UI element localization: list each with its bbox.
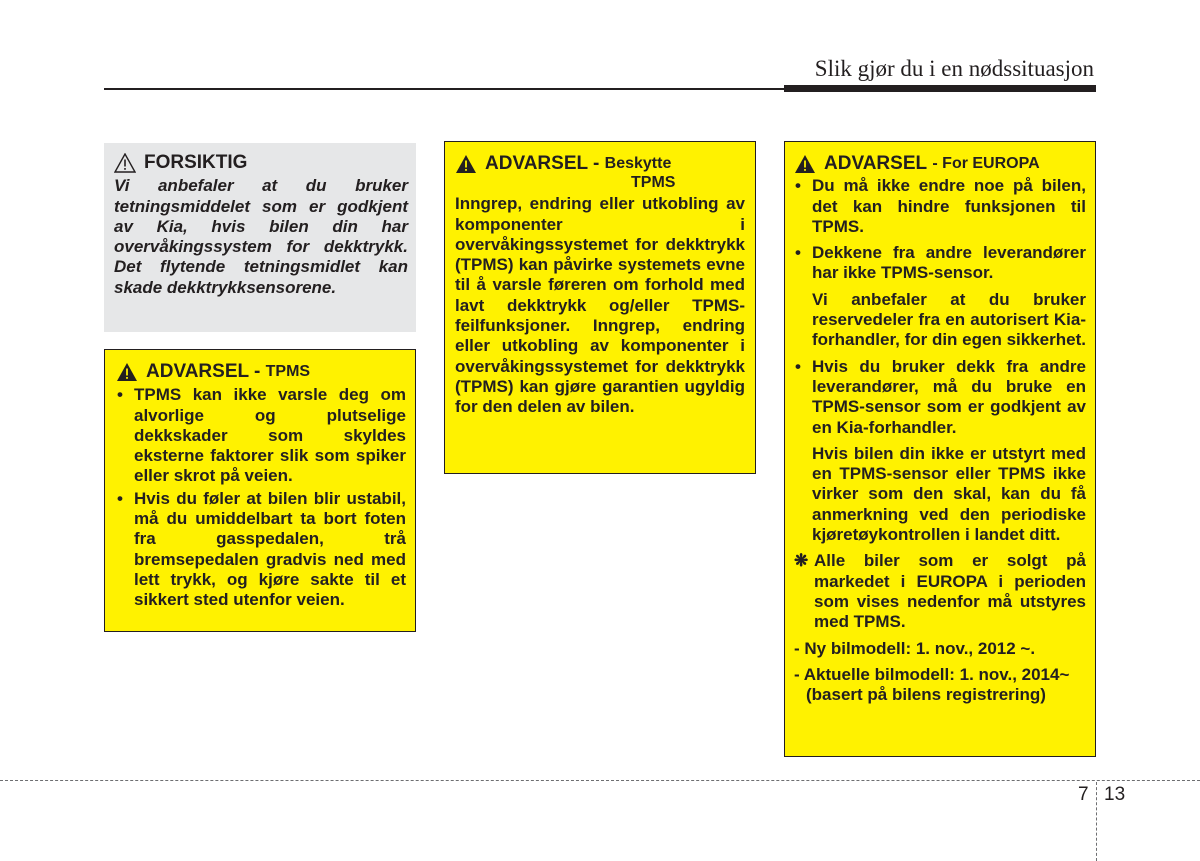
warning-europe-list-2 xyxy=(794,357,1086,438)
chapter-number: 7 xyxy=(1078,784,1089,805)
warning-tpms-title: ADVARSEL - xyxy=(146,361,261,382)
warning-protect-text: Inngrep, endring eller utkobling av komponenter i overvåkingssystemet for dekktrykk (TPMS) kan påvirke systemets evne til å varsle føreren om forhold med lavt dekktrykk og/eller TPMS-feilfunksjoner. Inngrep, endring eller utkobling av komponenter i overvåkingssystemet for dekktrykk (TPMS) kan gjøre garantien ugyldig for den delen av bilen. xyxy=(455,194,745,417)
list-item xyxy=(794,243,1086,284)
header-divider-thick xyxy=(784,85,1096,92)
bullet-continuation: Vi anbefaler at du bruker reservedeler fra en autorisert Kia-forhandler, for din egen sikkerhet. xyxy=(812,289,1086,350)
list-item: • Hvis du bruker dekk fra andre leverandører, må du bruke en TPMS-sensor som er godkjent av en Kia-forhandler. xyxy=(794,357,1086,438)
warning-europe-heading xyxy=(794,154,1086,174)
page-number: 13 xyxy=(1104,784,1126,805)
warning-europe-subtitle: - For EUROPA xyxy=(932,155,1040,172)
caution-text: Vi anbefaler at du bruker tetningsmiddelet som er godkjent av Kia, hvis bilen din har overvåkingssystem for dekktrykk. Det flytende tetningsmidlet kan skade dekktrykksensorene. xyxy=(114,176,408,297)
date-line-current-model: - Aktuelle bilmodell: 1. nov., 2014~ (basert på bilens registrering) xyxy=(794,664,1070,705)
warning-tpms-subtitle: TPMS xyxy=(265,363,311,380)
warning-triangle-icon xyxy=(794,154,816,174)
warning-europe-title: ADVARSEL xyxy=(824,153,928,174)
caution-title: FORSIKTIG xyxy=(144,152,248,173)
section-title: Slik gjør du i en nødssituasjon xyxy=(814,56,1094,81)
warning-triangle-icon xyxy=(116,362,138,382)
header-divider xyxy=(104,88,784,90)
warning-protect-subtitle: Beskytte xyxy=(604,155,672,172)
list-item: • Du må ikke endre noe på bilen, det kan hindre funksjonen til TPMS. xyxy=(794,176,1086,237)
warning-europe-box xyxy=(784,141,1096,757)
warning-protect-box xyxy=(444,141,756,474)
warning-protect-subtitle-2: TPMS xyxy=(631,174,676,192)
list-item: • TPMS kan ikke varsle deg om alvorlige og plutselige dekkskader som skyldes eksterne faktorer slik som spiker eller skrot på veien. xyxy=(116,385,406,486)
list-item: • Hvis du føler at bilen blir ustabil, må du umiddelbart ta bort foten fra gasspedalen, trå bremsepedalen gradvis ned med lett trykk, og kjøre sakte til et sikkert sted utenfor veien. xyxy=(116,489,406,611)
warning-tpms-heading xyxy=(116,362,406,382)
footer-divider xyxy=(0,780,1200,781)
caution-heading xyxy=(114,153,408,173)
note-text: Alle biler som er solgt på markedet i EUROPA i perioden som vises nedenfor må utstyres med TPMS. xyxy=(814,551,1086,632)
caution-triangle-icon xyxy=(114,153,136,173)
page-number-divider xyxy=(1096,782,1097,861)
caution-box xyxy=(104,143,416,332)
date-line-new-model: - Ny bilmodell: 1. nov., 2012 ~. xyxy=(794,638,1036,658)
warning-europe-list xyxy=(794,176,1086,283)
warning-protect-title: ADVARSEL - xyxy=(485,153,600,174)
warning-triangle-icon xyxy=(455,154,477,174)
europe-note xyxy=(794,551,1086,632)
warning-tpms-list xyxy=(116,385,406,610)
asterisk-icon: ❋ xyxy=(794,551,809,571)
bullet-continuation: Hvis bilen din ikke er utstyrt med en TPMS-sensor eller TPMS ikke virker som den skal, kan du få anmerkning ved den periodiske kjøretøykontrollen i landet ditt. xyxy=(812,443,1086,545)
warning-protect-heading xyxy=(455,154,745,192)
bullet-text: Dekkene fra andre leverandører har ikke TPMS-sensor. xyxy=(812,243,1086,283)
warning-tpms-box xyxy=(104,349,416,632)
